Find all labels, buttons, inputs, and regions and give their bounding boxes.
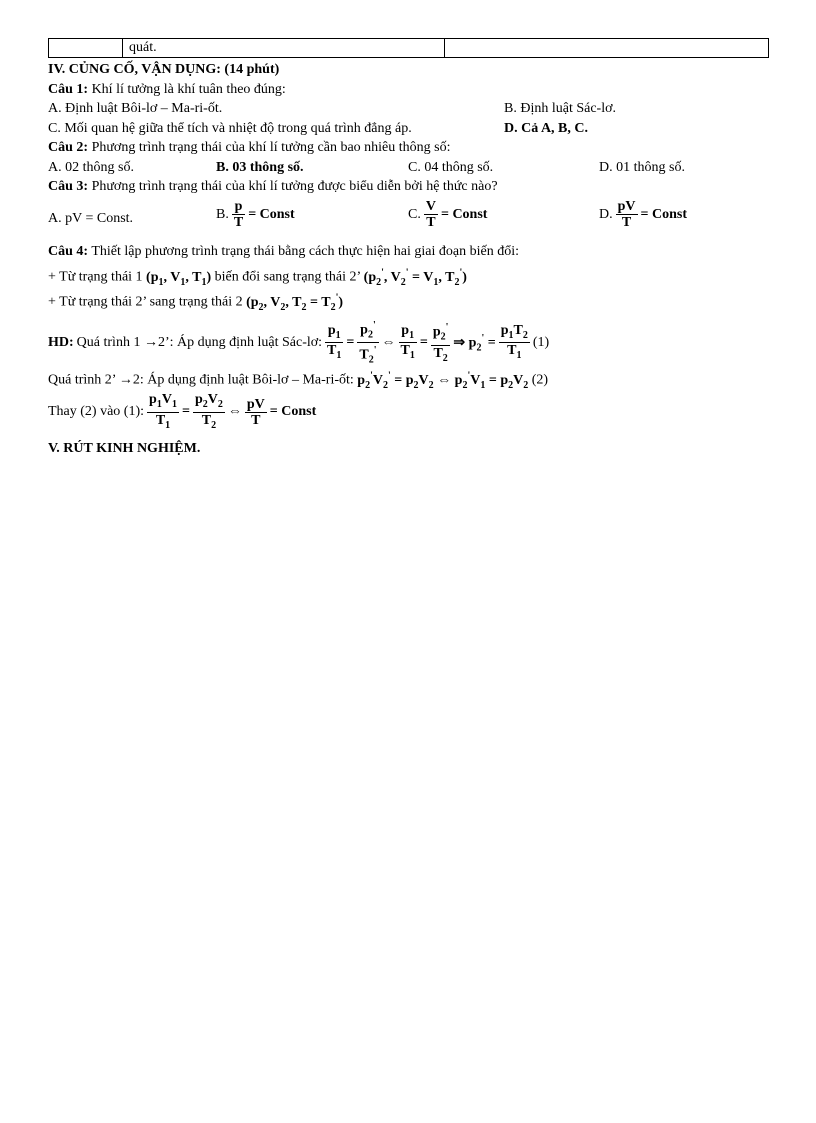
question-label: Câu 2: [48, 140, 89, 155]
question-label: Câu 1: [48, 82, 89, 97]
equation-tag: (1) [532, 334, 550, 350]
hd-text: Quá trình 1 →2’: Áp dụng định luật Sác-lơ: [76, 334, 323, 350]
q2-option-b: B. 03 thông số. [216, 160, 304, 175]
table-cell [445, 39, 769, 58]
fraction: $\frac{pV}{T}$ [246, 396, 265, 428]
top-table [48, 38, 769, 58]
fraction: $\frac{p_1}{T_1}$ [327, 322, 342, 362]
q1-option-b: B. Định luật Sác-lơ. [504, 101, 616, 116]
q2-option-a: A. 02 thông số. [48, 160, 134, 175]
section-5-title: V. RÚT KINH NGHIỆM. [48, 441, 201, 456]
hd-line-2 [48, 368, 548, 393]
q4-line-2 [48, 290, 343, 315]
table-cell [49, 39, 123, 58]
q1-option-c: C. Mối quan hệ giữa thể tích và nhiệt độ trong quá trình đẳng áp. [48, 121, 412, 136]
fraction: $\frac{pV}{T}$ [617, 199, 636, 230]
hd-text: Thay (2) vào (1): [48, 404, 145, 420]
fraction: $\frac{p_2V_2}{T_2}$ [194, 392, 223, 431]
q1-option-d: D. Cả A, B, C. [504, 121, 589, 136]
section-4-title: IV. CỦNG CỐ, VẬN DỤNG: (14 phút) [48, 62, 280, 77]
const-text: = Const [440, 206, 488, 222]
option-prefix: B. [216, 206, 229, 222]
question-label: Câu 4: [48, 244, 89, 259]
state-2-prime: ($p_2'$, $V_2' = V_1$, $T_2'$) [363, 267, 467, 288]
table-row [49, 39, 769, 58]
fraction: $\frac{p_2'}{T_2'}$ [359, 320, 377, 366]
q3-option-a: A. pV = Const. [48, 211, 134, 226]
const-text: = Const [640, 206, 688, 222]
fraction: $\frac{p_1}{T_1}$ [400, 322, 415, 362]
const-text: = Const [269, 404, 317, 420]
question-label: Câu 3: [48, 179, 89, 194]
question-3 [48, 179, 498, 195]
state-1: ($p_1$, $V_1$, $T_1$) [146, 269, 212, 288]
q1-option-a: A. Định luật Bôi-lơ – Ma-ri-ốt. [48, 101, 223, 116]
option-prefix: C. [408, 206, 421, 222]
fraction: $\frac{p}{T}$ [233, 199, 244, 230]
q3-option-b [216, 199, 298, 230]
q4-line-1 [48, 265, 467, 290]
hd-line-3: Thay (2) vào (1): $\frac{p_1V_1}{T_1}$ = $\frac{p_2V_2}{T_2}$ ⇔ $\frac{pV}{T}$ = Const [48, 392, 317, 431]
question-1 [48, 82, 286, 98]
q2-option-d: D. 01 thông số. [599, 160, 685, 175]
question-text: Thiết lập phương trình trạng thái bằng cách thực hiện hai giai đoạn biến đổi: [91, 244, 519, 259]
question-text: Phương trình trạng thái của khí lí tưởng được biểu diễn bởi hệ thức nào? [91, 179, 498, 194]
q4-text: + Từ trạng thái 1 [48, 269, 143, 285]
table-cell: quát. [123, 39, 445, 58]
fraction: $\frac{V}{T}$ [425, 199, 436, 230]
q3-option-c [408, 199, 490, 230]
equation: $p_2'V_2' = p_2V_2$ ⇔ $p_2'V_1 = p_2V_2$ [357, 370, 529, 391]
const-text: = Const [248, 206, 295, 222]
question-4 [48, 244, 519, 260]
equation-tag: (2) [531, 372, 549, 388]
question-text: Khí lí tưởng là khí tuân theo đúng: [91, 82, 286, 97]
q4-text: biến đổi sang trạng thái 2’ [214, 269, 361, 285]
question-2 [48, 140, 451, 156]
hd-text: Quá trình 2’ →2: Áp dụng định luật Bôi-lơ – Ma-ri-ốt: [48, 372, 354, 388]
fraction: $\frac{p_1V_1}{T_1}$ [149, 392, 177, 431]
option-prefix: D. [599, 206, 613, 222]
state-2: ($p_2$, $V_2$, $T_2 = T_2'$) [246, 292, 344, 313]
fraction: $\frac{p_1T_2}{T_1}$ [500, 322, 528, 362]
q4-text: + Từ trạng thái 2’ sang trạng thái 2 [48, 294, 243, 310]
q3-option-d [599, 199, 690, 230]
fraction: $\frac{p_2'}{T_2}$ [432, 322, 449, 364]
q2-option-c: C. 04 thông số. [408, 160, 494, 175]
hd-line-1: HD: Quá trình 1 →2’: Áp dụng định luật Sác-lơ: $\frac{p_1}{T_1}$ = $\frac{p_2'}{T_2'}$ ⇔ $\frac{p_1}{T_1}$ = $\frac{p_2'}{T_2}$ ⇒ $p_2'$ = $\frac{p_1T_2}{T_1}$ (1) [48, 320, 550, 366]
hd-label: HD: [48, 334, 74, 350]
question-text: Phương trình trạng thái của khí lí tưởng cần bao nhiêu thông số: [91, 140, 451, 155]
